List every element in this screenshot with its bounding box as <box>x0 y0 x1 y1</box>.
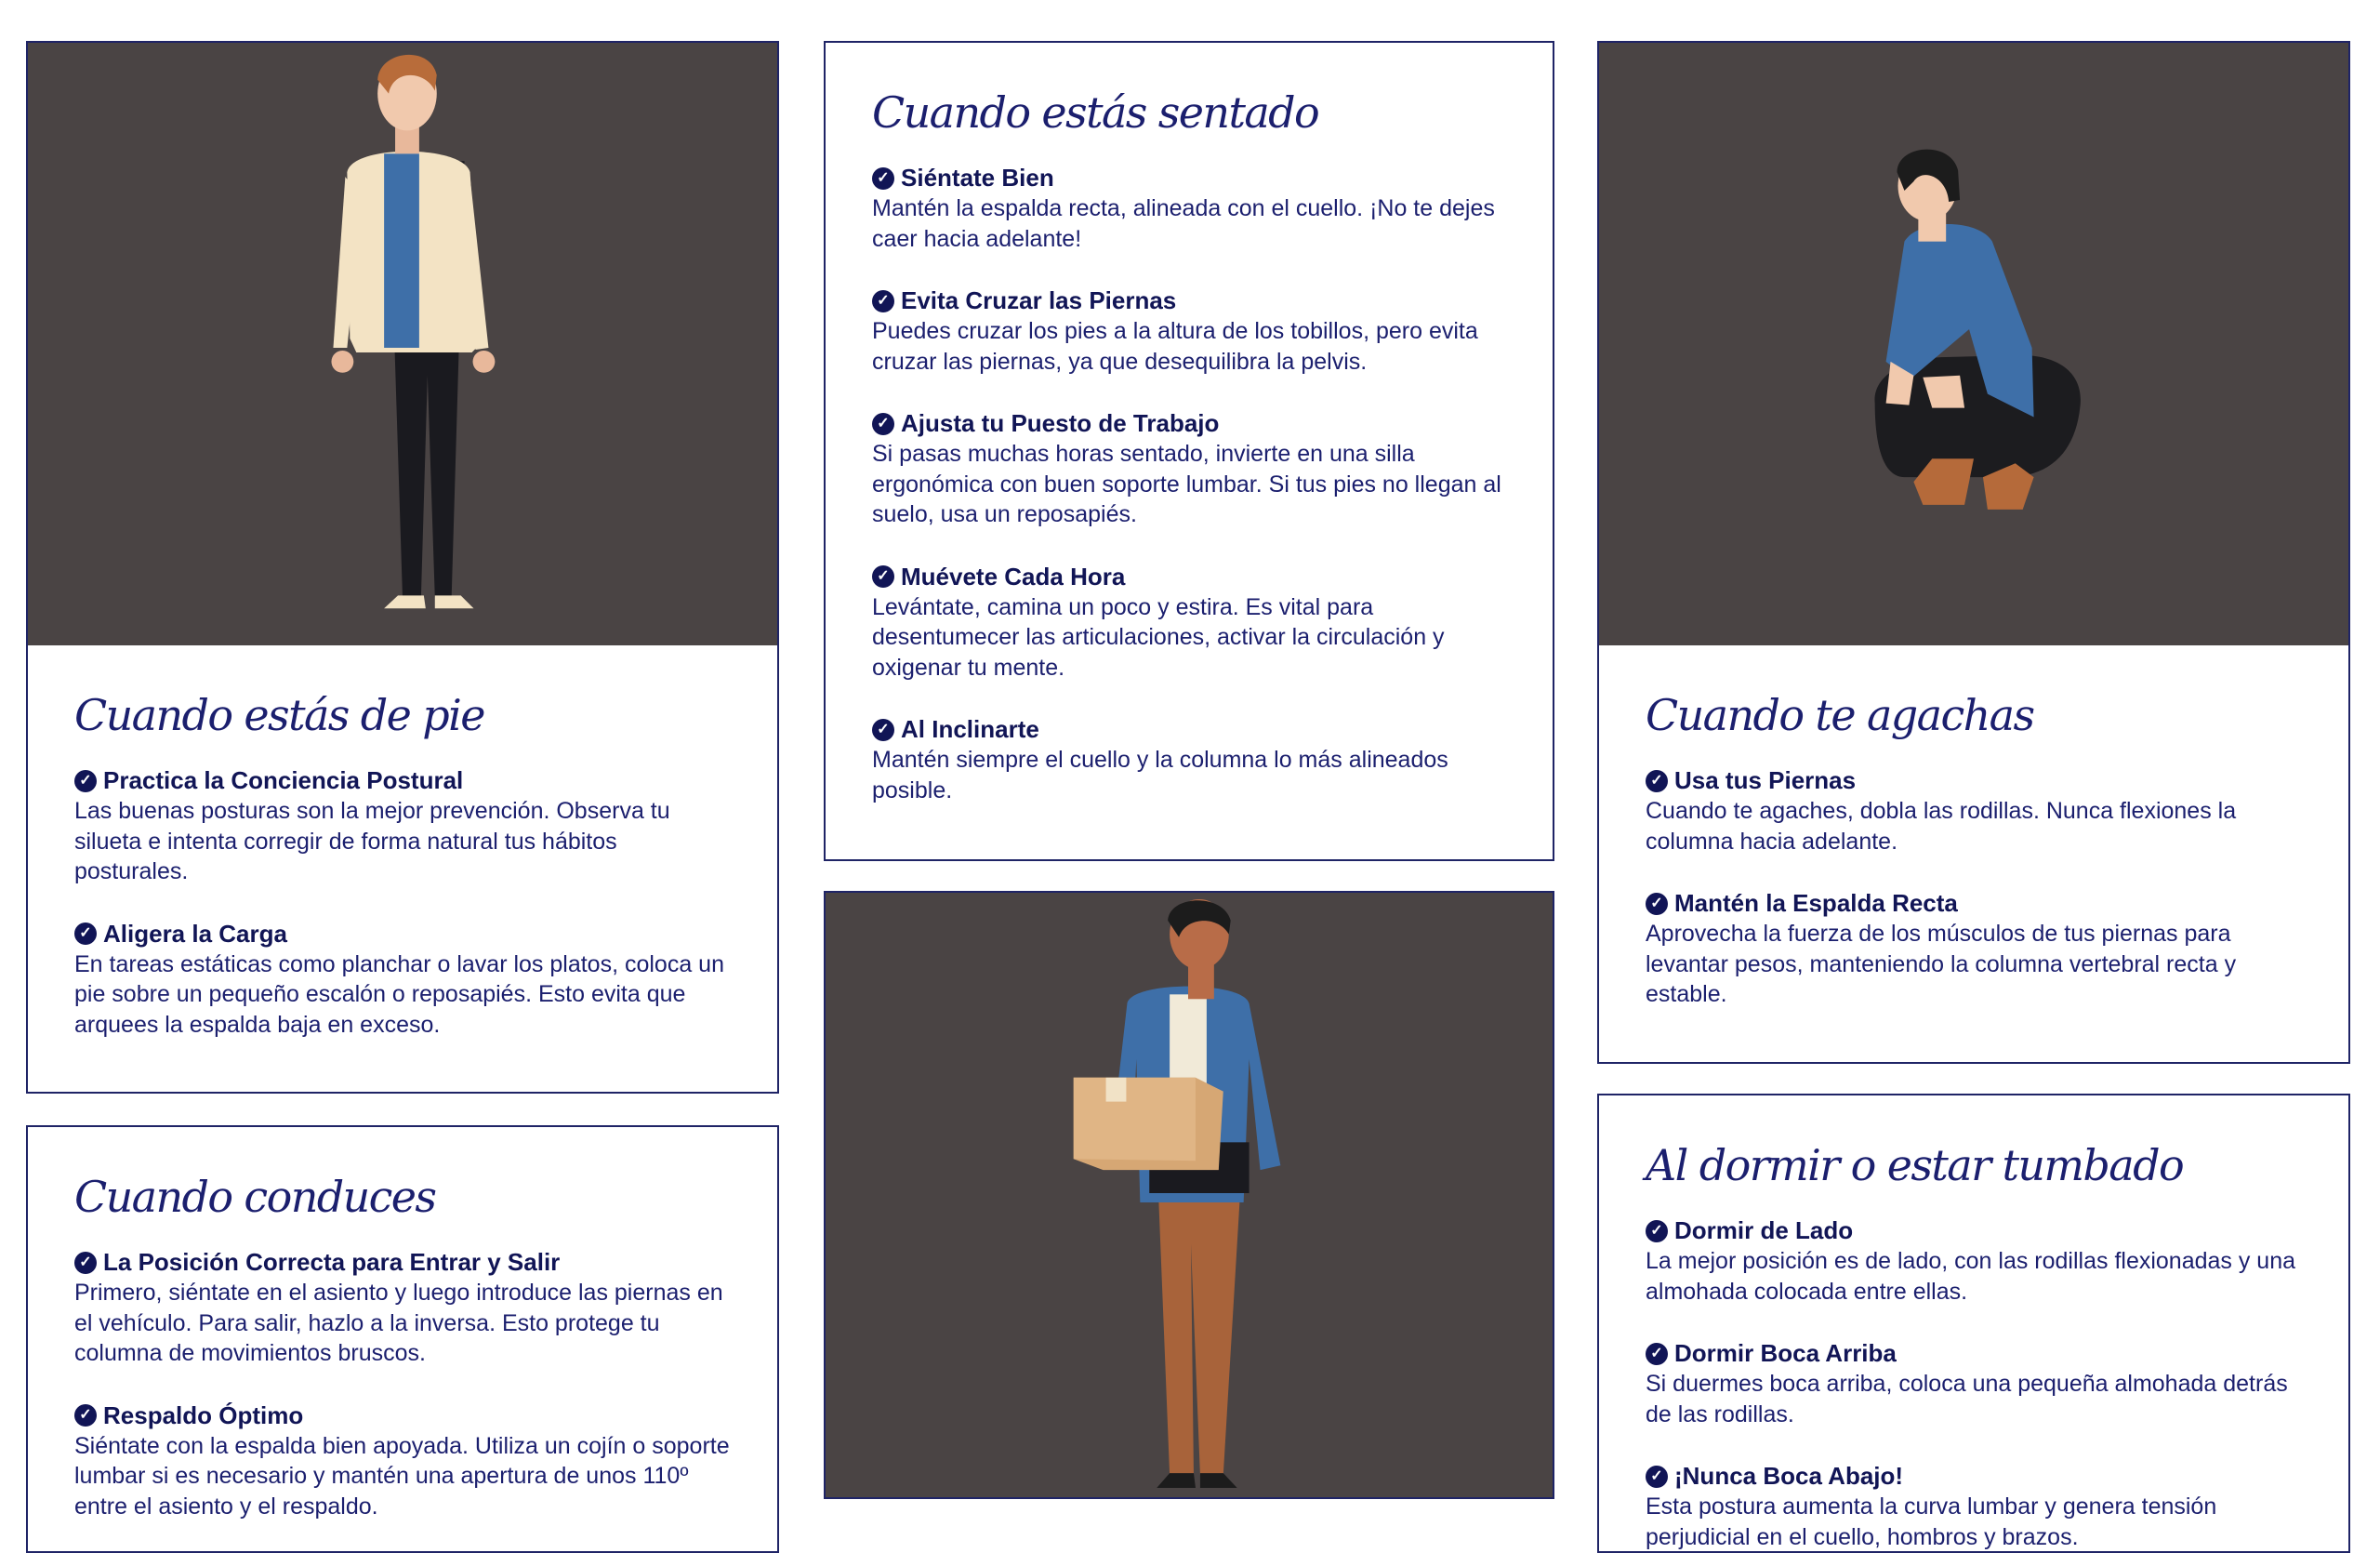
tip <box>74 919 731 1041</box>
tip-title: Muévete Cada Hora <box>901 562 1126 591</box>
squatting-card-title: Cuando te agachas <box>1646 690 2034 740</box>
tip-title: Practica la Conciencia Postural <box>103 766 464 795</box>
tip-title: Ajusta tu Puesto de Trabajo <box>901 409 1220 438</box>
tip <box>74 1400 731 1522</box>
sleeping-card <box>1597 1094 2350 1553</box>
check-circle-icon: ✓ <box>74 1252 97 1274</box>
tip-text: Esta postura aumenta la curva lumbar y genera tensión perjudicial en el cuello, hombros y brazos. <box>1646 1493 2217 1550</box>
tip-text: Mantén siempre el cuello y la columna lo más alineados posible. <box>872 747 1448 803</box>
tip-title: Usa tus Piernas <box>1674 766 1857 795</box>
tip-text: Mantén la espalda recta, alineada con el cuello. ¡No te dejes caer hacia adelante! <box>872 195 1495 252</box>
tip-text: En tareas estáticas como planchar o lavar los platos, coloca un pie sobre un pequeño escalón o reposapiés. Esto evita que arquees la espalda baja en exceso. <box>74 950 724 1038</box>
driving-card <box>26 1125 779 1553</box>
carrying-man-illustration <box>826 893 1553 1497</box>
check-circle-icon: ✓ <box>1646 1466 1668 1488</box>
tip-text: Levántate, camina un poco y estira. Es vital para desentumecer las articulaciones, activar la circulación y oxigenar tu mente. <box>872 593 1445 681</box>
squatting-illustration-card <box>1597 41 2350 647</box>
tip-title: Al Inclinarte <box>901 715 1039 744</box>
tip-text: Las buenas posturas son la mejor prevención. Observa tu silueta e intenta corregir de forma natural tus hábitos posturales. <box>74 798 670 885</box>
tip <box>1646 765 2302 856</box>
tip <box>872 285 1506 377</box>
tip-title: Dormir Boca Arriba <box>1674 1339 1897 1368</box>
tip-title: Dormir de Lado <box>1674 1216 1854 1245</box>
check-circle-icon: ✓ <box>1646 1343 1668 1365</box>
tip-title: Aligera la Carga <box>103 919 287 948</box>
check-circle-icon: ✓ <box>74 770 97 792</box>
tip <box>74 765 731 887</box>
tip-title: Respaldo Óptimo <box>103 1400 304 1429</box>
sitting-card-title: Cuando estás sentado <box>872 87 1319 138</box>
tip-title: Evita Cruzar las Piernas <box>901 286 1177 315</box>
tip-text: Siéntate con la espalda bien apoyada. Utiliza un cojín o soporte lumbar si es necesario y mantén una apertura de unos 110º entre el asiento y el respaldo. <box>74 1432 730 1520</box>
tip <box>872 408 1506 530</box>
tip <box>872 562 1506 684</box>
squatting-card <box>1597 645 2350 1064</box>
check-circle-icon: ✓ <box>1646 1220 1668 1242</box>
tip-text: Si pasas muchas horas sentado, invierte en una silla ergonómica con buen soporte lumbar. Si tus pies no llegan al suelo, usa un reposapiés. <box>872 441 1501 528</box>
tip <box>1646 888 2302 1010</box>
tip <box>1646 1461 2302 1552</box>
tip-title: La Posición Correcta para Entrar y Salir <box>103 1248 561 1277</box>
check-circle-icon: ✓ <box>872 565 894 588</box>
tip <box>872 714 1506 805</box>
tip-text: Puedes cruzar los pies a la altura de los tobillos, pero evita cruzar las piernas, ya que desequilibra la pelvis. <box>872 318 1478 375</box>
tip-title: Siéntate Bien <box>901 164 1054 192</box>
tip-text: Si duermes boca arriba, coloca una pequeña almohada detrás de las rodillas. <box>1646 1371 2288 1427</box>
tip-text: Aprovecha la fuerza de los músculos de tus piernas para levantar pesos, manteniendo la columna vertebral recta y estable. <box>1646 921 2237 1008</box>
tip <box>872 163 1506 254</box>
tip <box>1646 1215 2302 1307</box>
standing-illustration-card <box>26 41 779 647</box>
sleeping-card-title: Al dormir o estar tumbado <box>1646 1140 2184 1190</box>
check-circle-icon: ✓ <box>872 719 894 741</box>
tip-title: ¡Nunca Boca Abajo! <box>1674 1462 1904 1491</box>
sitting-card <box>824 41 1554 861</box>
check-circle-icon: ✓ <box>1646 770 1668 792</box>
check-circle-icon: ✓ <box>74 923 97 945</box>
tip <box>1646 1338 2302 1429</box>
check-circle-icon: ✓ <box>872 290 894 312</box>
tip <box>74 1247 731 1369</box>
tip-text: Primero, siéntate en el asiento y luego introduce las piernas en el vehículo. Para salir, hazlo a la inversa. Esto protege tu columna de movimientos bruscos. <box>74 1280 723 1367</box>
standing-card-title: Cuando estás de pie <box>74 690 484 740</box>
standing-man-illustration <box>28 43 777 645</box>
tip-text: La mejor posición es de lado, con las rodillas flexionadas y una almohada colocada entre ellas. <box>1646 1248 2296 1305</box>
check-circle-icon: ✓ <box>872 413 894 435</box>
check-circle-icon: ✓ <box>1646 893 1668 915</box>
squatting-man-illustration <box>1599 43 2348 645</box>
driving-card-title: Cuando conduces <box>74 1172 436 1222</box>
carrying-illustration-card <box>824 891 1554 1499</box>
standing-card <box>26 645 779 1094</box>
tip-title: Mantén la Espalda Recta <box>1674 889 1958 918</box>
check-circle-icon: ✓ <box>74 1404 97 1427</box>
check-circle-icon: ✓ <box>872 167 894 190</box>
tip-text: Cuando te agaches, dobla las rodillas. Nunca flexiones la columna hacia adelante. <box>1646 798 2237 855</box>
